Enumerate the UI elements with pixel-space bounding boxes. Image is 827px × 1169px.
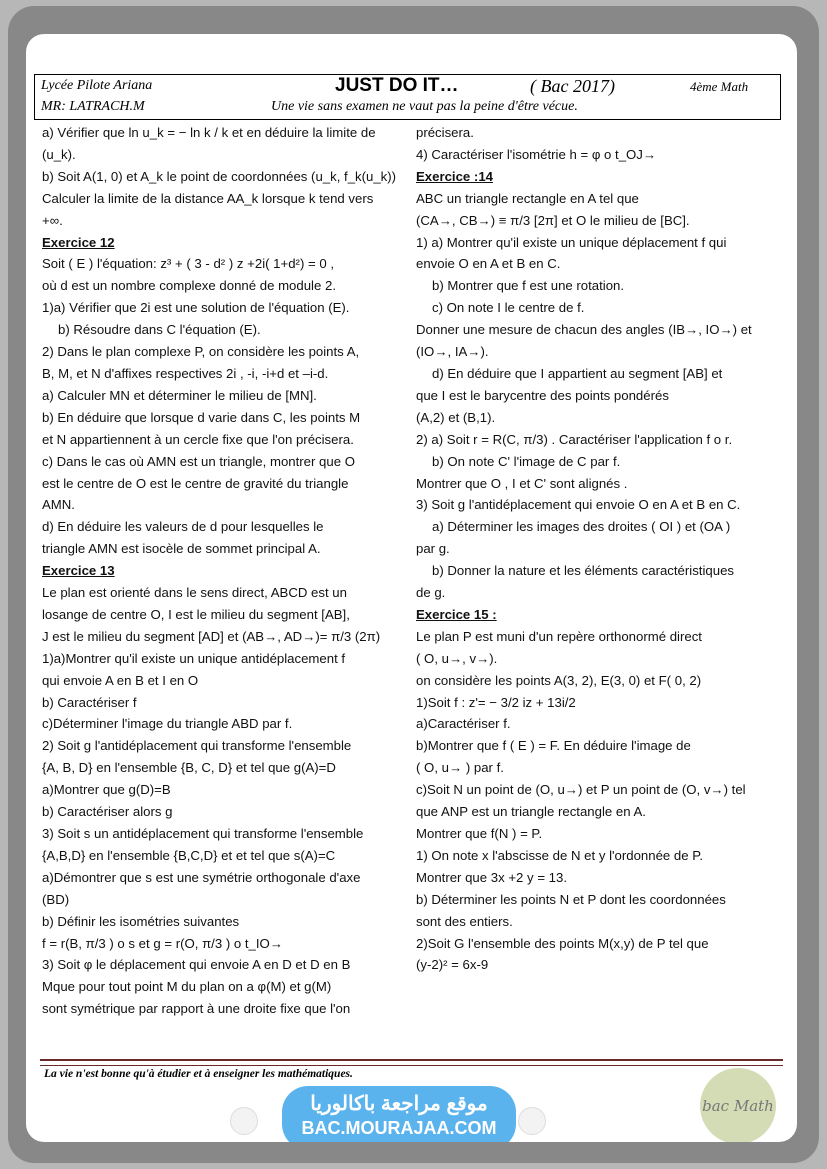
text-line: b) Caractériser alors g xyxy=(42,804,173,820)
text-line: d) En déduire les valeurs de d pour lesquelles le xyxy=(42,519,324,535)
text-line: 3) Soit φ le déplacement qui envoie A en D et D en B xyxy=(42,957,351,973)
text-line: b) En déduire que lorsque d varie dans C, les points M xyxy=(42,409,361,425)
text-line: a) Déterminer les images des droites ( OI ) et (OA ) xyxy=(432,519,731,535)
document-page xyxy=(26,34,797,1142)
text-line: B, M, et N d'affixes respectives 2i , -i, -i+d et –i-d. xyxy=(42,365,329,381)
text-line: (y-2)² = 6x-9 xyxy=(416,957,489,973)
text-line: Donner une mesure de chacun des angles (IB→, IO→) et xyxy=(416,322,752,338)
text-line: b) Caractériser f xyxy=(42,694,137,710)
text-line: que I est le barycentre des points pondérés xyxy=(416,387,669,403)
text-line: AMN. xyxy=(42,497,75,513)
text-line: f = r(B, π/3 ) o s et g = r(O, π/3 ) o t_IO→ xyxy=(42,935,283,951)
text-line: a) Vérifier que ln u_k = − ln k / k et en déduire la limite de xyxy=(42,125,376,140)
text-line: b) Définir les isométries suivantes xyxy=(42,913,240,929)
text-line: b) Soit A(1, 0) et A_k le point de coordonnées (u_k, f_k(u_k)) xyxy=(42,168,397,184)
text-line: sont des entiers. xyxy=(416,913,513,929)
text-line: a) Calculer MN et déterminer le milieu de [MN]. xyxy=(42,387,317,403)
text-line: Exercice :14 xyxy=(416,168,493,184)
text-line: sont symétrique par rapport à une droite fixe que l'on xyxy=(42,1001,351,1017)
text-line: qui envoie A en B et I en O xyxy=(42,672,199,688)
text-line: Le plan est orienté dans le sens direct, ABCD est un xyxy=(42,585,347,601)
text-line: on considère les points A(3, 2), E(3, 0) et F( 0, 2) xyxy=(416,672,702,688)
text-line: Soit ( E ) l'équation: z³ + ( 3 - d² ) z +2i( 1+d²) = 0 , xyxy=(42,256,335,272)
footer-divider xyxy=(40,1059,783,1066)
left-column xyxy=(42,122,398,1020)
footer-quote: La vie n'est bonne qu'à étudier et à enseigner les mathématiques. xyxy=(44,1068,353,1080)
text-line: (BD) xyxy=(42,891,70,907)
text-line: et N appartiennent à un cercle fixe que l'on précisera. xyxy=(42,431,354,447)
site-banner[interactable] xyxy=(282,1086,516,1142)
text-line: ( O, u→, v→). xyxy=(416,650,498,666)
text-line: Exercice 15 : xyxy=(416,606,497,622)
text-line: b)Montrer que f ( E ) = F. En déduire l'image de xyxy=(416,738,691,754)
motto: Une vie sans examen ne vaut pas la peine d'être vécue. xyxy=(271,99,578,114)
text-line: Exercice 12 xyxy=(42,234,115,250)
text-line: Montrer que 3x +2 y = 13. xyxy=(416,869,568,885)
text-line: ABC un triangle rectangle en A tel que xyxy=(416,190,639,206)
text-line: Exercice 13 xyxy=(42,563,115,579)
text-line: Calculer la limite de la distance AA_k lorsque k tend vers xyxy=(42,190,374,206)
text-line: où d est un nombre complexe donné de module 2. xyxy=(42,278,336,294)
text-line: (IO→, IA→). xyxy=(416,344,489,360)
right-column xyxy=(416,122,788,976)
exam-year: ( Bac 2017) xyxy=(530,76,615,96)
school-name: Lycée Pilote Ariana xyxy=(41,78,153,93)
page-title: JUST DO IT… xyxy=(335,75,459,96)
text-line: Mque pour tout point M du plan on a φ(M) et g(M) xyxy=(42,979,332,995)
text-line: c)Déterminer l'image du triangle ABD par f. xyxy=(42,716,293,732)
text-line: a)Démontrer que s est une symétrie orthogonale d'axe xyxy=(42,869,361,885)
text-line: 1) On note x l'abscisse de N et y l'ordonnée de P. xyxy=(416,847,704,863)
text-line: Montrer que O , I et C' sont alignés . xyxy=(416,475,628,491)
text-line: c) Dans le cas où AMN est un triangle, montrer que O xyxy=(42,453,355,469)
text-line: 1)a)Montrer qu'il existe un unique antidéplacement f xyxy=(42,650,346,666)
text-line: 1)a) Vérifier que 2i est une solution de l'équation (E). xyxy=(42,300,350,316)
text-line: +∞. xyxy=(42,212,63,228)
site-logo-left-icon xyxy=(230,1107,258,1135)
text-line: b) Résoudre dans C l'équation (E). xyxy=(58,322,261,338)
text-line: c)Soit N un point de (O, u→) et P un point de (O, v→) tel xyxy=(416,782,746,798)
text-line: (CA→, CB→) ≡ π/3 [2π] et O le milieu de [BC]. xyxy=(416,212,690,228)
text-line: c) On note I le centre de f. xyxy=(432,300,585,316)
text-line: 2) a) Soit r = R(C, π/3) . Caractériser l'application f o r. xyxy=(416,431,733,447)
header-box xyxy=(34,74,781,120)
site-url[interactable]: BAC.MOURAJAA.COM xyxy=(301,1118,497,1138)
text-line: losange de centre O, I est le milieu du segment [AB], xyxy=(42,606,350,622)
bac-math-logo: bac Math xyxy=(700,1068,776,1142)
text-line: (A,2) et (B,1). xyxy=(416,409,496,425)
text-line: 4) Caractériser l'isométrie h = φ o t_OJ→ xyxy=(416,146,657,162)
text-line: {A,B,D} en l'ensemble {B,C,D} et et tel que s(A)=C xyxy=(42,847,336,863)
text-line: Montrer que f(N ) = P. xyxy=(416,826,543,841)
text-line: 3) Soit s un antidéplacement qui transforme l'ensemble xyxy=(42,826,364,841)
teacher-name: MR: LATRACH.M xyxy=(41,99,145,114)
text-line: 1) a) Montrer qu'il existe un unique déplacement f qui xyxy=(416,234,727,250)
class-level: 4ème Math xyxy=(690,79,749,94)
site-logo-right-icon xyxy=(518,1107,546,1135)
text-line: b) Montrer que f est une rotation. xyxy=(432,278,625,294)
text-line: b) Donner la nature et les éléments caractéristiques xyxy=(432,563,734,579)
text-line: b) Déterminer les points N et P dont les coordonnées xyxy=(416,891,726,907)
text-line: de g. xyxy=(416,585,446,601)
text-line: précisera. xyxy=(416,125,474,140)
text-line: que ANP est un triangle rectangle en A. xyxy=(416,804,646,820)
text-line: 2)Soit G l'ensemble des points M(x,y) de P tel que xyxy=(416,935,709,951)
text-line: J est le milieu du segment [AD] et (AB→, AD→)= π/3 (2π) xyxy=(42,628,381,644)
site-name-arabic: موقع مراجعة باكالوريا xyxy=(310,1093,488,1115)
text-line: 2) Soit g l'antidéplacement qui transforme l'ensemble xyxy=(42,738,352,754)
text-line: {A, B, D} en l'ensemble {B, C, D} et tel que g(A)=D xyxy=(42,760,336,776)
text-line: 1)Soit f : z'= − 3/2 iz + 13i/2 xyxy=(416,694,576,710)
text-line: triangle AMN est isocèle de sommet principal A. xyxy=(42,541,321,557)
text-line: (u_k). xyxy=(42,146,76,162)
text-line: par g. xyxy=(416,541,450,557)
text-line: a)Caractériser f. xyxy=(416,716,511,732)
text-line: d) En déduire que I appartient au segment [AB] et xyxy=(432,365,723,381)
text-line: 3) Soit g l'antidéplacement qui envoie O en A et B en C. xyxy=(416,497,741,513)
text-line: 2) Dans le plan complexe P, on considère les points A, xyxy=(42,344,360,360)
text-line: ( O, u→ ) par f. xyxy=(416,760,504,776)
text-line: Le plan P est muni d'un repère orthonormé direct xyxy=(416,628,702,644)
text-line: b) On note C' l'image de C par f. xyxy=(432,453,621,469)
text-line: envoie O en A et B en C. xyxy=(416,256,561,272)
text-line: est le centre de O est le centre de gravité du triangle xyxy=(42,475,349,491)
text-line: a)Montrer que g(D)=B xyxy=(42,782,171,798)
